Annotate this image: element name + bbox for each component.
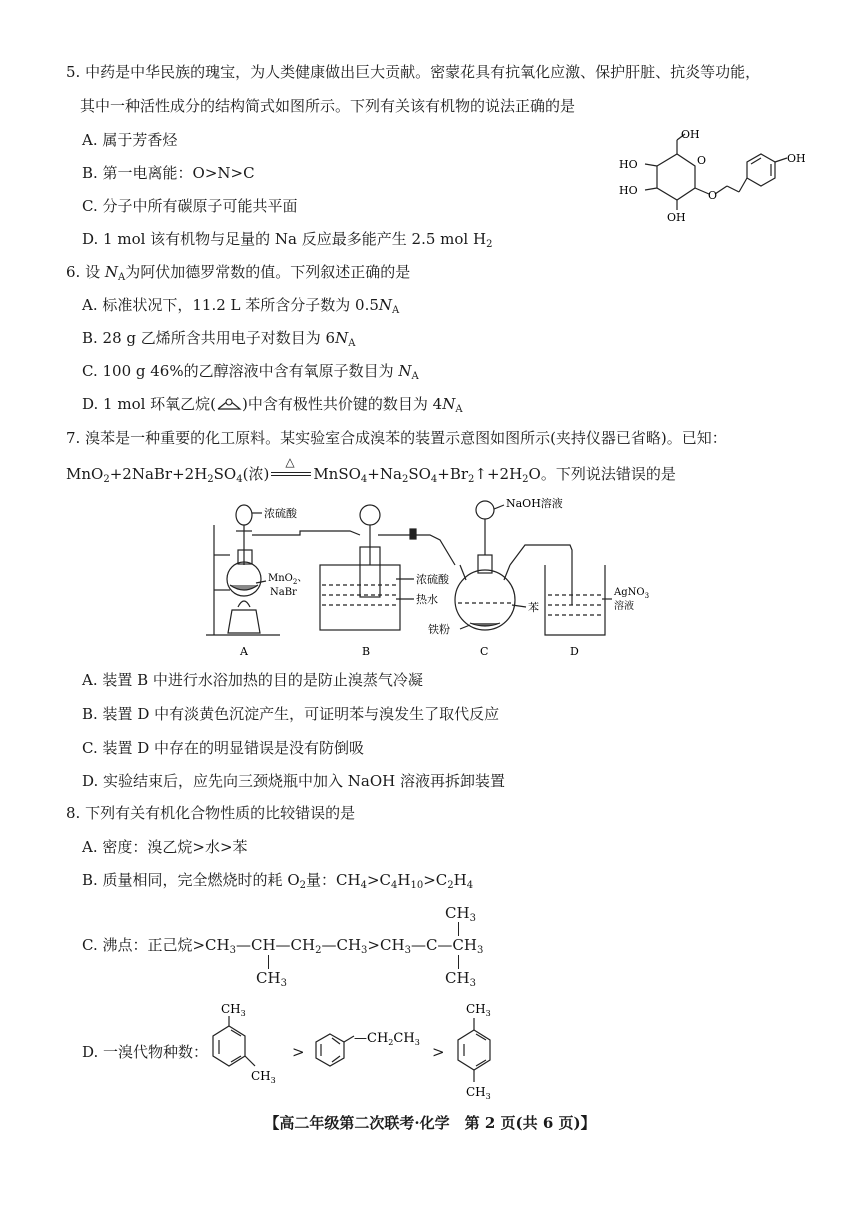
q8-stem: 8. 下列有关有机化合物性质的比较错误的是 — [66, 804, 356, 822]
q8-option-b: B. 质量相同，完全燃烧时的耗 $O_2$量：$CH_4>C_4H_{10}>C_2H_4$ — [82, 871, 474, 891]
q8d-gt-2: > — [432, 1043, 445, 1061]
label-apparatus-d: D — [570, 645, 579, 658]
q8d-gt-1: > — [292, 1043, 305, 1061]
q8c-ch3-bottom2: $CH_3$ — [445, 969, 476, 989]
q7-option-d: D. 实验结束后，应先向三颈烧瓶中加入 NaOH 溶液再拆卸装置 — [82, 772, 506, 790]
label-nabr: NaBr — [270, 587, 297, 598]
label-conc-acid-a: 浓硫酸 — [264, 507, 297, 520]
q8-option-a: A. 密度：溴乙烷>水>苯 — [82, 838, 248, 856]
q5-option-a: A. 属于芳香烃 — [82, 131, 178, 149]
q7-option-c: C. 装置 D 中存在的明显错误是没有防倒吸 — [82, 739, 365, 757]
q8c-ch3-top: $CH_3$ — [445, 904, 476, 924]
label-apparatus-b: B — [362, 645, 371, 658]
p-xylene-ch3-top: $CH_3$ — [466, 1002, 491, 1018]
q5-label-oh-bottom: OH — [667, 211, 686, 224]
q5-label-o-link: O — [708, 189, 718, 202]
q6-option-c: C. 100 g 46%的乙醇溶液中含有氧原子数目为 $N_A$ — [82, 362, 419, 382]
q5-label-oh-phenol: OH — [787, 152, 806, 165]
p-xylene-ch3-bottom: $CH_3$ — [466, 1085, 491, 1100]
q7-equation: $MnO_2+2NaBr+2H_2SO_4$(浓) △ $MnSO_4+Na_2SO_4+Br_2↑+2H_2O$。下列说法错误的是 — [66, 455, 676, 485]
label-agno3-solution: 溶液 — [614, 601, 634, 612]
q7-apparatus-diagram — [200, 495, 650, 660]
page-footer: 【高二年级第二次联考·化学 第 2 页(共 6 页)】 — [264, 1114, 596, 1132]
q8-option-c: C. 沸点：正己烷$>CH_3—CH—CH_2—CH_3>CH_3—C—CH_3$ — [82, 936, 484, 956]
ethylbenzene-label: $—CH_2CH_3$ — [354, 1031, 420, 1047]
q6-option-d: D. 1 mol 环氧乙烷( )中含有极性共价键的数目为 $4N_A$ — [82, 395, 463, 415]
label-agno3: AgNO$_3$ — [614, 587, 650, 600]
q8c-bond-bottom2 — [458, 955, 459, 969]
q8c-bond-top — [458, 922, 459, 936]
label-naoh-solution: NaOH溶液 — [506, 497, 563, 510]
q5-option-c: C. 分子中所有碳原子可能共平面 — [82, 197, 298, 215]
m-xylene-structure — [205, 1000, 285, 1090]
label-conc-acid-b: 浓硫酸 — [416, 573, 449, 586]
q6-option-b: B. 28 g 乙烯所含共用电子对数目为 $6N_A$ — [82, 329, 356, 349]
q6-option-a: A. 标准状况下，11.2 L 苯所含分子数为 $0.5N_A$ — [82, 296, 400, 316]
q5-stem-line2: 其中一种活性成分的结构简式如图所示。下列有关该有机物的说法正确的是 — [80, 97, 576, 115]
q5-option-d: D. 1 mol 该有机物与足量的 Na 反应最多能产生 2.5 mol $H_2$ — [82, 230, 493, 250]
label-apparatus-c: C — [480, 645, 489, 658]
q5-structure-diagram — [615, 126, 815, 226]
q8c-bond-bottom1 — [268, 955, 269, 969]
label-apparatus-a: A — [240, 645, 248, 658]
label-hot-water: 热水 — [416, 593, 438, 606]
q6-stem: 6. 设 $N_A$为阿伏加德罗常数的值。下列叙述正确的是 — [66, 263, 411, 283]
m-xylene-ch3-top: $CH_3$ — [221, 1002, 246, 1018]
label-iron-powder: 铁粉 — [428, 623, 450, 636]
label-benzene: 苯 — [528, 601, 539, 614]
q5-stem-line1: 5. 中药是中华民族的瑰宝，为人类健康做出巨大贡献。密蒙花具有抗氧化应激、保护肝脏、抗炎等功能， — [66, 63, 761, 81]
q7-option-b: B. 装置 D 中有淡黄色沉淀产生，可证明苯与溴发生了取代反应 — [82, 705, 500, 723]
q8c-ch3-bottom1: $CH_3$ — [256, 969, 287, 989]
q7-stem-line1: 7. 溴苯是一种重要的化工原料。某实验室合成溴苯的装置示意图如图所示(夹持仪器已省略)。已知： — [66, 429, 727, 447]
q5-label-ho1: HO — [619, 158, 638, 171]
q8-option-d: D. 一溴代物种数： — [82, 1043, 209, 1061]
m-xylene-ch3-bottom: $CH_3$ — [251, 1069, 276, 1085]
ethylbenzene-structure — [312, 1028, 442, 1073]
epoxide-ring-icon — [216, 397, 242, 411]
q5-label-ho2: HO — [619, 184, 638, 197]
q7-option-a: A. 装置 B 中进行水浴加热的目的是防止溴蒸气冷凝 — [82, 671, 423, 689]
q5-label-oh-top: OH — [681, 128, 700, 141]
q5-option-b: B. 第一电离能：O>N>C — [82, 164, 255, 182]
q5-label-o-ring: O — [697, 154, 707, 167]
p-xylene-structure — [450, 1000, 520, 1100]
label-mno2: MnO$_2$、 — [268, 573, 308, 586]
